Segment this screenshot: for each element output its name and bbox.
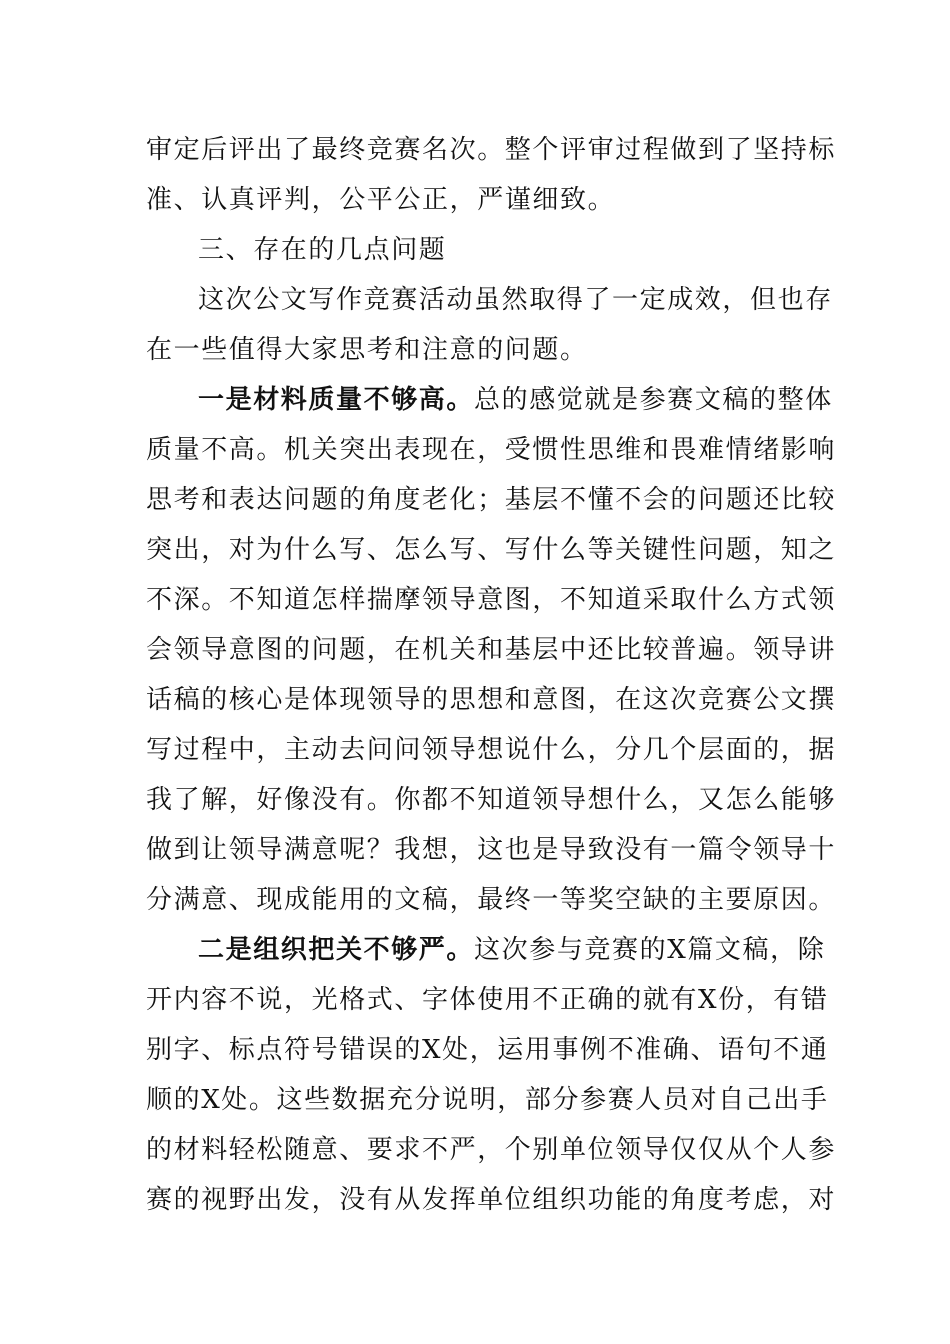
text-line: 分满意、现成能用的文稿，最终一等奖空缺的主要原因。 <box>146 885 837 915</box>
document-body <box>146 125 837 1225</box>
bold-lead-in: 二是组织把关不够严。 <box>198 935 475 965</box>
text-line: 我了解，好像没有。你都不知道领导想什么，又怎么能够 <box>146 785 837 815</box>
text-line: 做到让领导满意呢？我想，这也是导致没有一篇令领导十 <box>146 835 837 865</box>
text-line: 别字、标点符号错误的X处，运用事例不准确、语句不通 <box>146 1035 829 1065</box>
text-run: 这次参与竞赛的X篇文稿，除 <box>474 935 826 965</box>
text-line: 话稿的核心是体现领导的思想和意图，在这次竞赛公文撰 <box>146 685 837 715</box>
text-line: 不深。不知道怎样揣摩领导意图，不知道采取什么方式领 <box>146 585 837 615</box>
text-line: 准、认真评判，公平公正，严谨细致。 <box>146 185 616 215</box>
text-line: 开内容不说，光格式、字体使用不正确的就有X份，有错 <box>146 985 829 1015</box>
paragraph-start <box>146 925 826 975</box>
text-line: 突出，对为什么写、怎么写、写什么等关键性问题，知之 <box>146 535 837 565</box>
text-line: 审定后评出了最终竞赛名次。整个评审过程做到了坚持标 <box>146 135 837 165</box>
text-line: 顺的X处。这些数据充分说明，部分参赛人员对自己出手 <box>146 1085 829 1115</box>
bold-lead-in: 一是材料质量不够高。 <box>198 385 475 415</box>
text-line: 质量不高。机关突出表现在，受惯性思维和畏难情绪影响 <box>146 435 837 465</box>
text-line: 的材料轻松随意、要求不严，个别单位领导仅仅从个人参 <box>146 1135 837 1165</box>
text-line: 写过程中，主动去问问领导想说什么，分几个层面的，据 <box>146 735 837 765</box>
text-line: 赛的视野出发，没有从发挥单位组织功能的角度考虑，对 <box>146 1185 837 1215</box>
paragraph-start: 这次公文写作竞赛活动虽然取得了一定成效，但也存 <box>198 285 833 315</box>
paragraph-start <box>146 375 833 425</box>
text-run: 总的感觉就是参赛文稿的整体 <box>474 385 833 415</box>
text-line: 会领导意图的问题，在机关和基层中还比较普遍。领导讲 <box>146 635 837 665</box>
section-heading: 三、存在的几点问题 <box>198 235 447 265</box>
text-line: 思考和表达问题的角度老化；基层不懂不会的问题还比较 <box>146 485 837 515</box>
text-line: 在一些值得大家思考和注意的问题。 <box>146 335 588 365</box>
